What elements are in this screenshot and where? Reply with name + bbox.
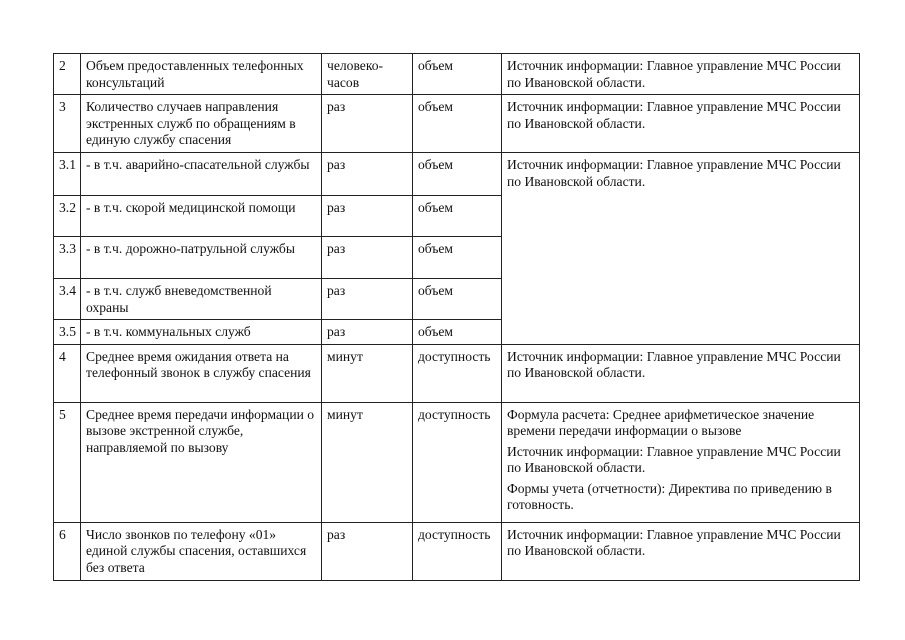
table-row <box>54 54 860 95</box>
indicator-name: Количество случаев направления экстренных служб по обращениям в единую службу спасения <box>81 95 322 153</box>
row-number: 3.4 <box>54 279 81 320</box>
formula-note: Формула расчета: Среднее арифметическое значение времени передачи информации о вызове <box>507 406 815 438</box>
source-note: Источник информации: Главное управление МЧС России по Ивановской области. <box>502 95 860 153</box>
notes-cell <box>502 402 860 522</box>
source-note: Источник информации: Главное управление МЧС России по Ивановской области. <box>507 443 841 475</box>
type-cell: объем <box>413 54 502 95</box>
table-row <box>54 153 860 196</box>
type-cell: объем <box>413 95 502 153</box>
indicators-table <box>53 53 860 581</box>
table-row <box>54 522 860 580</box>
type-cell: доступность <box>413 344 502 402</box>
type-cell: объем <box>413 320 502 345</box>
source-note: Источник информации: Главное управление МЧС России по Ивановской области. <box>502 54 860 95</box>
source-note: Источник информации: Главное управление МЧС России по Ивановской области. <box>502 344 860 402</box>
unit-cell: раз <box>322 279 413 320</box>
unit-cell: раз <box>322 237 413 279</box>
row-number: 3.3 <box>54 237 81 279</box>
row-number: 6 <box>54 522 81 580</box>
indicator-name: - в т.ч. аварийно-спасательной службы <box>81 153 322 196</box>
source-note: Источник информации: Главное управление МЧС России по Ивановской области. <box>502 522 860 580</box>
unit-cell: человеко-часов <box>322 54 413 95</box>
row-number: 2 <box>54 54 81 95</box>
type-cell: объем <box>413 237 502 279</box>
unit-cell: раз <box>322 320 413 345</box>
unit-cell: раз <box>322 196 413 237</box>
type-cell: доступность <box>413 522 502 580</box>
indicator-name: Объем предоставленных телефонных консультаций <box>81 54 322 95</box>
indicator-name: - в т.ч. служб вневедомственной охраны <box>81 279 322 320</box>
unit-cell: минут <box>322 402 413 522</box>
indicator-name: Среднее время ожидания ответа на телефонный звонок в службу спасения <box>81 344 322 402</box>
unit-cell: раз <box>322 522 413 580</box>
type-cell: объем <box>413 196 502 237</box>
indicator-name: - в т.ч. скорой медицинской помощи <box>81 196 322 237</box>
indicator-name: Число звонков по телефону «01» единой службы спасения, оставшихся без ответа <box>81 522 322 580</box>
source-note: Источник информации: Главное управление МЧС России по Ивановской области. <box>502 153 860 345</box>
row-number: 3.2 <box>54 196 81 237</box>
indicator-name: Среднее время передачи информации о вызове экстренной службе, направляемой по вызову <box>81 402 322 522</box>
row-number: 3.1 <box>54 153 81 196</box>
indicator-name: - в т.ч. дорожно-патрульной службы <box>81 237 322 279</box>
unit-cell: раз <box>322 95 413 153</box>
indicator-name: - в т.ч. коммунальных служб <box>81 320 322 345</box>
table-row <box>54 344 860 402</box>
table-row <box>54 95 860 153</box>
row-number: 4 <box>54 344 81 402</box>
report-form-note: Формы учета (отчетности): Директива по приведению в готовность. <box>507 480 832 512</box>
row-number: 3 <box>54 95 81 153</box>
type-cell: объем <box>413 279 502 320</box>
type-cell: объем <box>413 153 502 196</box>
table-row <box>54 402 860 522</box>
type-cell: доступность <box>413 402 502 522</box>
row-number: 3.5 <box>54 320 81 345</box>
row-number: 5 <box>54 402 81 522</box>
unit-cell: минут <box>322 344 413 402</box>
unit-cell: раз <box>322 153 413 196</box>
